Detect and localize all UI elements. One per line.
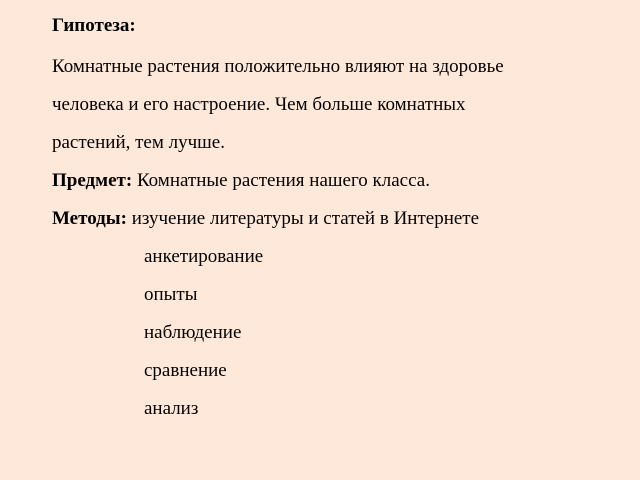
methods-item-experiments: опыты: [144, 284, 198, 305]
methods-item-observation: наблюдение: [144, 322, 242, 343]
methods-item-survey: анкетирование: [144, 246, 264, 267]
subject-line: [52, 170, 430, 192]
methods-item-literature: изучение литературы и статей в Интернете: [131, 208, 480, 229]
hypothesis-line-2: человека и его настроение. Чем больше комнатных: [52, 94, 466, 115]
hypothesis-line-3: растений, тем лучше.: [52, 132, 225, 153]
methods-label: Методы:: [52, 208, 127, 229]
methods-item-analysis: анализ: [144, 398, 199, 419]
subject-label: Предмет:: [52, 170, 133, 191]
methods-item-comparison: сравнение: [144, 360, 227, 381]
hypothesis-line-1: Комнатные растения положительно влияют на здоровье: [52, 56, 504, 77]
subject-text: Комнатные растения нашего класса.: [136, 170, 430, 191]
hypothesis-label: Гипотеза:: [52, 15, 136, 36]
methods-line: [52, 208, 479, 230]
